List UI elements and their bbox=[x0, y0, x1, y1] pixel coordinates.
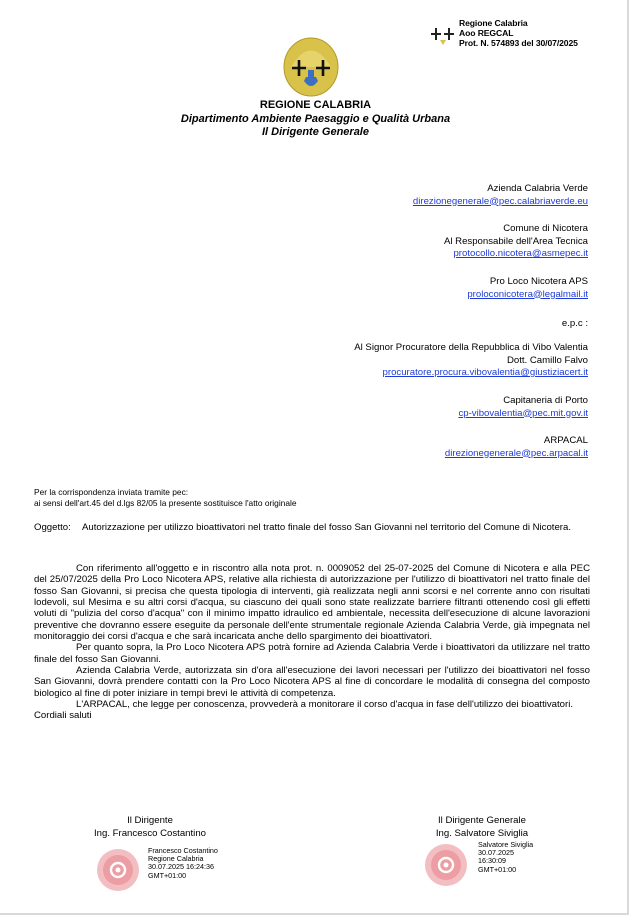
signature-right bbox=[392, 815, 572, 840]
recipient-email-link[interactable]: procuratore.procura.vibovalentia@giustiziacert.it bbox=[382, 367, 588, 378]
recipient-name: Al Signor Procuratore della Repubblica di Vibo Valentia bbox=[354, 342, 588, 353]
protocol-line-2: Aoo REGCAL bbox=[459, 28, 514, 38]
recipient-email-link[interactable]: proloconicotera@legalmail.it bbox=[467, 288, 588, 300]
stamp-line: GMT+01:00 bbox=[148, 870, 187, 880]
recipient-person: Dott. Camillo Falvo bbox=[506, 354, 588, 366]
signature-stamp-left bbox=[148, 847, 218, 880]
stamp-line: Francesco Costantino bbox=[148, 846, 218, 855]
pec-note-line-2: ai sensi dell'art.45 del d.lgs 82/05 la presente sostituisce l'atto originale bbox=[34, 498, 297, 508]
body-paragraph-2: Per quanto sopra, la Pro Loco Nicotera APS potrà fornire ad Azienda Calabria Verde i bioattivatori da utilizzare nel tratto finale del fosso San Giovanni. bbox=[34, 642, 590, 665]
recipient-name: Azienda Calabria Verde bbox=[487, 183, 588, 194]
region-emblem-icon bbox=[282, 36, 340, 98]
protocol-line-1: Regione Calabria bbox=[459, 18, 528, 28]
signature-role: Il Dirigente Generale bbox=[438, 815, 526, 826]
signature-left bbox=[60, 815, 240, 840]
letterhead-office: Il Dirigente Generale bbox=[262, 126, 369, 138]
recipient-email-link[interactable]: protocollo.nicotera@asmepec.it bbox=[453, 248, 588, 259]
stamp-line: 30.07.2025 bbox=[478, 848, 514, 858]
signature-name: Ing. Francesco Costantino bbox=[94, 827, 206, 839]
body-paragraph-4: L'ARPACAL, che legge per conoscenza, provvederà a monitorare il corso d'acqua in fase dell'utilizzo dei bioattivatori. bbox=[76, 699, 574, 711]
recipient-pro-loco bbox=[467, 276, 588, 301]
epc-label: e.p.c : bbox=[561, 318, 588, 329]
subject-label: Oggetto: bbox=[34, 522, 71, 533]
closing-salutation: Cordiali saluti bbox=[34, 710, 92, 722]
stamp-line: Regione Calabria bbox=[148, 854, 204, 864]
signature-role: Il Dirigente bbox=[127, 815, 173, 826]
letterhead-department: Dipartimento Ambiente Paesaggio e Qualità Urbana bbox=[180, 113, 451, 125]
signature-name: Ing. Salvatore Siviglia bbox=[435, 827, 529, 839]
signature-stamp-right bbox=[478, 841, 533, 874]
crosses-icon bbox=[429, 24, 457, 46]
recipient-name: Pro Loco Nicotera APS bbox=[489, 276, 588, 287]
letterhead-title: REGIONE CALABRIA bbox=[259, 99, 372, 111]
recipient-office: Al Responsabile dell'Area Tecnica bbox=[443, 235, 588, 247]
stamp-line: 16:30:09 bbox=[478, 856, 506, 866]
cc-recipient-arpacal bbox=[445, 435, 588, 460]
stamp-line: GMT+01:00 bbox=[478, 864, 517, 874]
recipient-name: Capitaneria di Porto bbox=[503, 395, 588, 406]
subject-block bbox=[34, 522, 594, 535]
digital-signature-seal-icon bbox=[96, 848, 140, 892]
recipient-comune-nicotera bbox=[444, 223, 588, 261]
cc-recipient-capitaneria bbox=[458, 395, 588, 420]
subject-text: Autorizzazione per utilizzo bioattivatori nel tratto finale del fosso San Giovanni nel territorio del Comune di Nicotera. bbox=[82, 522, 572, 533]
recipient-name: ARPACAL bbox=[543, 435, 588, 446]
stamp-line: 30.07.2025 16:24:36 bbox=[148, 862, 214, 872]
recipient-email-link[interactable]: direzionegenerale@pec.calabriaverde.eu bbox=[412, 195, 588, 207]
stamp-line: Salvatore Siviglia bbox=[478, 840, 534, 849]
cc-recipient-procuratore bbox=[354, 342, 588, 380]
recipient-email-link[interactable]: direzionegenerale@pec.arpacal.it bbox=[444, 447, 588, 459]
recipient-calabria-verde bbox=[413, 183, 588, 208]
digital-signature-seal-icon bbox=[424, 843, 468, 887]
body-paragraph-3: Azienda Calabria Verde, autorizzata sin d'ora all'esecuzione dei lavori necessari per l'utilizzo dei bioattivatori nel fosso San Giovanni, dovrà prendere contatti con la Pro Loco Nicotera APS al fine di concordare le modalità di consegna del composto biologico al fine di poter iniziare in tempi brevi le attività di competenza. bbox=[34, 665, 590, 699]
pec-note-line-1: Per la corrispondenza inviata tramite pec: bbox=[34, 487, 189, 497]
letter-body bbox=[34, 563, 590, 722]
recipient-name: Comune di Nicotera bbox=[503, 223, 588, 234]
body-paragraph-1: Con riferimento all'oggetto e in riscontro alla nota prot. n. 0009052 del 25-07-2025 del Comune di Nicotera e alla PEC del 25/07/2025 della Pro Loco Nicotera APS, relative alla richiesta di autorizzazione per l'utilizzo di bioattivatori nel tratto finale del fosso San Giovanni, si precisa che questa tipologia di interventi, già realizzata negli anni scorsi e nel corrente anno con risultati lodevoli, sul Mesima e su altri corsi d'acqua, su ciascuno dei quali sono state realizzate barriere filtranti ottenendo così gli effetti voluti di "pulizia del corso d'acqua" con il minimo impatto idraulico ed ambientale, necessita dell'esecuzione di alcune lavorazioni preventive che dovranno essere eseguite da personale dell'ente strumentale regionale Azienda Calabria Verde, già impegnata nel monitoraggio dei corsi d'acqua e che sarà incaricata anche dello spargimento dei bioattivatori. bbox=[34, 563, 590, 643]
recipient-email-link[interactable]: cp-vibovalentia@pec.mit.gov.it bbox=[458, 407, 588, 419]
protocol-line-3: Prot. N. 574893 del 30/07/2025 bbox=[459, 38, 578, 48]
